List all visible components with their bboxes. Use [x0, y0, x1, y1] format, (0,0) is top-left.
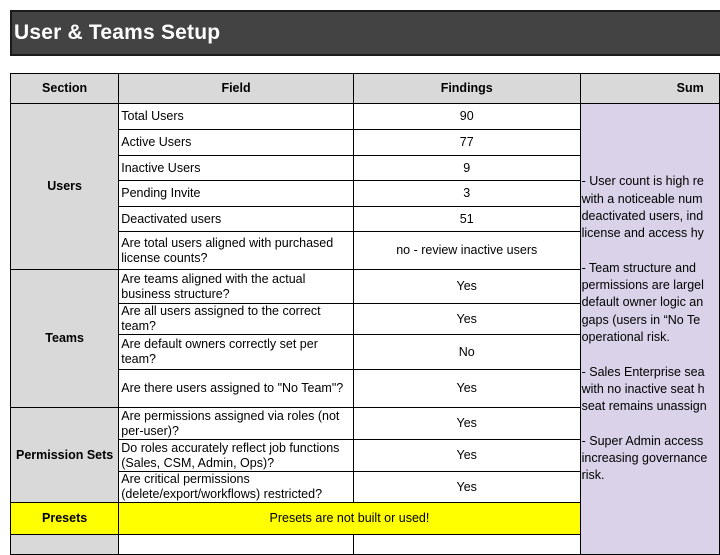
field-cell[interactable]: Inactive Users — [119, 156, 354, 181]
field-cell[interactable]: Total Users — [119, 104, 354, 130]
summary-text: - User count is high re with a noticeable num deactivated users, ind license and access hy - Team structure and permissions are largel default owner logic an gaps (users in “No Te operational risk. - Sales Enterprise sea with no inactive seat h seat remains unassign - Super Admin access increasing governance risk. — [581, 174, 708, 483]
spreadsheet-grid — [10, 73, 720, 555]
setup-table — [10, 73, 720, 555]
table-row — [11, 104, 720, 130]
section-cell-users[interactable]: Users — [11, 104, 119, 270]
presets-value-cell[interactable]: Presets are not built or used! — [119, 503, 580, 535]
field-cell[interactable] — [119, 535, 354, 555]
section-cell-permission-sets[interactable]: Permission Sets — [11, 408, 119, 503]
field-cell[interactable]: Do roles accurately reflect job functions (Sales, CSM, Admin, Ops)? — [119, 440, 354, 472]
finding-cell[interactable]: Yes — [353, 304, 580, 335]
finding-cell[interactable]: 77 — [353, 130, 580, 156]
summary-cell[interactable] — [580, 104, 719, 555]
title-bar — [10, 10, 720, 56]
section-cell-teams[interactable]: Teams — [11, 270, 119, 408]
finding-cell[interactable]: 3 — [353, 181, 580, 207]
finding-cell[interactable]: Yes — [353, 408, 580, 440]
finding-cell[interactable] — [353, 535, 580, 555]
section-cell-presets[interactable]: Presets — [11, 503, 119, 535]
field-header-cell[interactable]: Field — [119, 74, 354, 104]
field-cell[interactable]: Are there users assigned to "No Team"? — [119, 370, 354, 408]
finding-cell[interactable]: Yes — [353, 472, 580, 503]
finding-cell[interactable]: 90 — [353, 104, 580, 130]
field-cell[interactable]: Are teams aligned with the actual business structure? — [119, 270, 354, 304]
field-cell[interactable]: Are critical permissions (delete/export/workflows) restricted? — [119, 472, 354, 503]
finding-cell[interactable]: Yes — [353, 440, 580, 472]
field-cell[interactable]: Are default owners correctly set per team? — [119, 335, 354, 370]
header-row — [11, 74, 720, 104]
summary-header-cell[interactable]: Sum — [580, 74, 719, 104]
findings-header-cell[interactable]: Findings — [353, 74, 580, 104]
finding-cell[interactable]: 51 — [353, 207, 580, 232]
section-header-cell[interactable]: Section — [11, 74, 119, 104]
finding-cell[interactable]: no - review inactive users — [353, 232, 580, 270]
finding-cell[interactable]: No — [353, 335, 580, 370]
field-cell[interactable]: Active Users — [119, 130, 354, 156]
finding-cell[interactable]: Yes — [353, 270, 580, 304]
field-cell[interactable]: Are all users assigned to the correct team? — [119, 304, 354, 335]
section-cell[interactable] — [11, 535, 119, 555]
page-title: User & Teams Setup — [14, 21, 221, 44]
field-cell[interactable]: Deactivated users — [119, 207, 354, 232]
finding-cell[interactable]: 9 — [353, 156, 580, 181]
field-cell[interactable]: Are total users aligned with purchased license counts? — [119, 232, 354, 270]
finding-cell[interactable]: Yes — [353, 370, 580, 408]
field-cell[interactable]: Pending Invite — [119, 181, 354, 207]
field-cell[interactable]: Are permissions assigned via roles (not per-user)? — [119, 408, 354, 440]
